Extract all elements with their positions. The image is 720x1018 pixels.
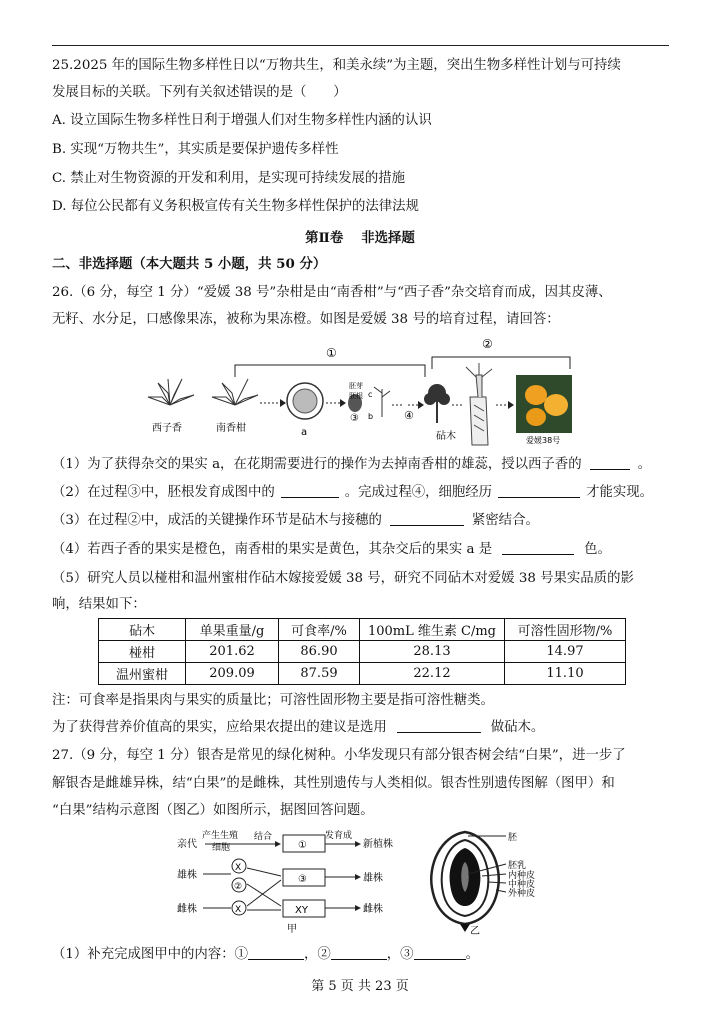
table-header: 100mL 维生素 C/mg bbox=[360, 619, 505, 641]
label-peiya: 胚芽 bbox=[349, 382, 363, 390]
label-parent-female: 雄株 bbox=[177, 870, 197, 881]
q26-sub3-text: （3）在过程②中，成活的关键操作环节是砧木与接穗的 bbox=[52, 513, 382, 528]
q26-sub2 bbox=[52, 484, 653, 502]
q26-stem-line1: 26.（6 分，每空 1 分）“爱媛 38 号”杂柑是由“南香柑”与“西子香”杂交培育而成，因其皮薄、 bbox=[52, 285, 612, 300]
label-offspring-female: 雄株 bbox=[363, 873, 383, 884]
label-neizhongpi: 内种皮 bbox=[508, 871, 536, 881]
label-qindai: 亲代 bbox=[177, 839, 197, 850]
table-header-row bbox=[99, 619, 626, 641]
fig-jia-caption: 甲 bbox=[287, 924, 297, 935]
fig-yi-ginkgo-seed-diagram bbox=[420, 826, 560, 938]
q27-sub1 bbox=[52, 946, 479, 964]
box-1: ① bbox=[298, 840, 307, 851]
rootstock-tree-icon bbox=[424, 384, 450, 423]
aiyuan38-fruit-photo bbox=[516, 375, 572, 433]
q26-sub2-text: （2）在过程③中，胚根发育成图中的 bbox=[52, 485, 275, 500]
q26-table-note: 注：可食率是指果肉与果实的质量比；可溶性固形物主要是指可溶性糖类。 bbox=[52, 693, 494, 708]
rootstock-quality-table bbox=[98, 618, 626, 685]
q27-stem-line2: 解银杏是雌雄异株，结“白果”的是雌株，其性别遗传与人类相似。银杏性别遗传图解（图甲）和 bbox=[52, 776, 615, 791]
q26-sub6-text: 为了获得营养价值高的果实，应给果农提出的建议是选用 bbox=[52, 720, 387, 735]
q26-sub2-blank2[interactable] bbox=[498, 485, 580, 498]
label-aiyuan38: 爱媛38号 bbox=[526, 436, 561, 445]
label-chansheng: 产生生殖 bbox=[202, 831, 239, 841]
q27-stem-line1: 27.（9 分，每空 1 分）银杏是常见的绿化树种。小华发现只有部分银杏树会结“白果”，进一步了 bbox=[52, 748, 626, 763]
q26-sub2-blank1[interactable] bbox=[281, 485, 339, 498]
circle-x-top: X bbox=[235, 863, 242, 873]
table-cell: 87.59 bbox=[279, 663, 360, 685]
q26-sub2-mid: 。完成过程④，细胞经历 bbox=[344, 485, 493, 500]
graft-icon bbox=[466, 363, 492, 445]
table-header: 可食率/% bbox=[279, 619, 360, 641]
label-jiehe: 结合 bbox=[254, 832, 273, 842]
label-a: a bbox=[301, 427, 308, 438]
table-header: 可溶性固形物/% bbox=[505, 619, 626, 641]
table-cell: 14.97 bbox=[505, 641, 626, 663]
q25-option-c: C. 禁止对生物资源的开发和利用，是实现可持续发展的措施 bbox=[52, 171, 406, 186]
q26-stem-line2: 无籽、水分足，口感像果冻，被称为果冻橙。如图是爱媛 38 号的培育过程，请回答： bbox=[52, 312, 560, 327]
label-peigen: 胚根 bbox=[349, 392, 363, 400]
q26-breeding-figure bbox=[140, 335, 590, 450]
page-footer: 第 5 页 共 23 页 bbox=[311, 979, 409, 994]
q26-sub4-blank[interactable] bbox=[502, 542, 574, 555]
box-3: ③ bbox=[298, 874, 307, 885]
q25-option-b: B. 实现“万物共生”，其实质是要保护遗传多样性 bbox=[52, 142, 339, 157]
q26-sub4 bbox=[52, 541, 611, 559]
table-cell: 201.62 bbox=[186, 641, 279, 663]
label-peiru: 胚乳 bbox=[508, 861, 527, 871]
table-cell: 28.13 bbox=[360, 641, 505, 663]
label-offspring-male: 雌株 bbox=[363, 904, 383, 915]
q26-sub3-blank[interactable] bbox=[390, 513, 464, 526]
q26-sub3 bbox=[52, 512, 539, 530]
q26-sub6-end: 做砧木。 bbox=[490, 720, 545, 735]
q27-sub1-blank2[interactable] bbox=[331, 947, 387, 960]
q27-sub1-sep1: ，② bbox=[304, 947, 331, 962]
seedling-icon bbox=[374, 387, 390, 417]
label-nanxianggan: 南香柑 bbox=[216, 423, 246, 434]
q27-sub1-end: 。 bbox=[465, 947, 479, 962]
q26-sub5-line1: （5）研究人员以椪柑和温州蜜柑作砧木嫁接爱媛 38 号，研究不同砧木对爱媛 38 号果实品质的影 bbox=[52, 571, 634, 586]
label-pei: 胚 bbox=[508, 833, 518, 843]
table-cell: 温州蜜柑 bbox=[99, 663, 186, 685]
label-xibao: 细胞 bbox=[212, 843, 231, 853]
nanxianggan-flower-icon bbox=[212, 379, 258, 405]
q26-sub1-end: 。 bbox=[637, 457, 651, 472]
label-zhongzhongpi: 中种皮 bbox=[508, 880, 536, 890]
label-parent-male: 雌株 bbox=[177, 904, 197, 915]
table-header: 砧木 bbox=[99, 619, 186, 641]
table-row bbox=[99, 663, 626, 685]
q26-sub1 bbox=[52, 456, 651, 474]
table-row bbox=[99, 641, 626, 663]
fig-jia-inheritance-diagram bbox=[175, 826, 405, 938]
label-b: b bbox=[368, 412, 374, 421]
q26-sub6 bbox=[52, 719, 544, 737]
q25-option-a: A. 设立国际生物多样性日利于增强人们对生物多样性内涵的认识 bbox=[52, 113, 432, 128]
label-c: c bbox=[368, 390, 373, 399]
q26-sub6-blank[interactable] bbox=[397, 720, 481, 733]
label-zhanmu: 砧木 bbox=[436, 431, 456, 442]
q27-sub1-blank3[interactable] bbox=[414, 947, 466, 960]
label-process-2: ② bbox=[482, 337, 493, 351]
label-fayucheng: 发育成 bbox=[325, 831, 353, 841]
table-header: 单果重量/g bbox=[186, 619, 279, 641]
label-waizhongpi: 外种皮 bbox=[508, 889, 536, 899]
q25-option-d: D. 每位公民都有义务积极宣传有关生物多样性保护的法律法规 bbox=[52, 199, 419, 214]
q26-sub5-line2: 响，结果如下： bbox=[52, 597, 146, 612]
q26-sub3-end: 紧密结合。 bbox=[471, 513, 539, 528]
q25-stem-line1: 25.2025 年的国际生物多样性日以“万物共生，和美永续”为主题，突出生物多样性计划与可持续 bbox=[52, 58, 621, 73]
circle-x-bottom: X bbox=[235, 905, 242, 915]
label-xinzhizhu: 新植株 bbox=[363, 839, 393, 850]
q26-sub1-blank[interactable] bbox=[590, 457, 630, 470]
table-cell: 椪柑 bbox=[99, 641, 186, 663]
q27-sub1-sep2: ，③ bbox=[386, 947, 414, 962]
fig-yi-caption: 乙 bbox=[470, 926, 480, 937]
volume-title: 第Ⅱ卷 非选择题 bbox=[305, 230, 415, 246]
label-process-4: ④ bbox=[404, 409, 414, 422]
q27-sub1-text: （1）补充完成图甲中的内容：① bbox=[52, 947, 248, 962]
q26-sub2-end: 才能实现。 bbox=[586, 485, 654, 500]
q26-sub1-text: （1）为了获得杂交的果实 a，在花期需要进行的操作为去掉南香柑的雄蕊，授以西子香的 bbox=[52, 457, 582, 472]
table-cell: 209.09 bbox=[186, 663, 279, 685]
label-process-1: ① bbox=[326, 346, 337, 360]
q25-stem-line2: 发展目标的关联。下列有关叙述错误的是（ ） bbox=[52, 85, 347, 100]
xizixiang-flower-icon bbox=[148, 379, 194, 405]
label-xizixiang: 西子香 bbox=[152, 423, 182, 434]
q26-sub4-text: （4）若西子香的果实是橙色，南香柑的果实是黄色，其杂交后的果实 a 是 bbox=[52, 542, 493, 557]
q27-sub1-blank1[interactable] bbox=[248, 947, 304, 960]
table-cell: 11.10 bbox=[505, 663, 626, 685]
table-cell: 86.90 bbox=[279, 641, 360, 663]
q27-stem-line3: “白果”结构示意图（图乙）如图所示，据图回答问题。 bbox=[52, 803, 374, 818]
box-xy: XY bbox=[295, 905, 308, 916]
circle-2: ② bbox=[234, 882, 243, 892]
q26-sub4-end: 色。 bbox=[584, 542, 611, 557]
fruit-a-icon bbox=[287, 383, 323, 419]
section-heading: 二、非选择题（本大题共 5 小题，共 50 分） bbox=[52, 256, 327, 272]
header-rule bbox=[52, 45, 669, 46]
table-cell: 22.12 bbox=[360, 663, 505, 685]
label-process-3: ③ bbox=[350, 413, 359, 424]
